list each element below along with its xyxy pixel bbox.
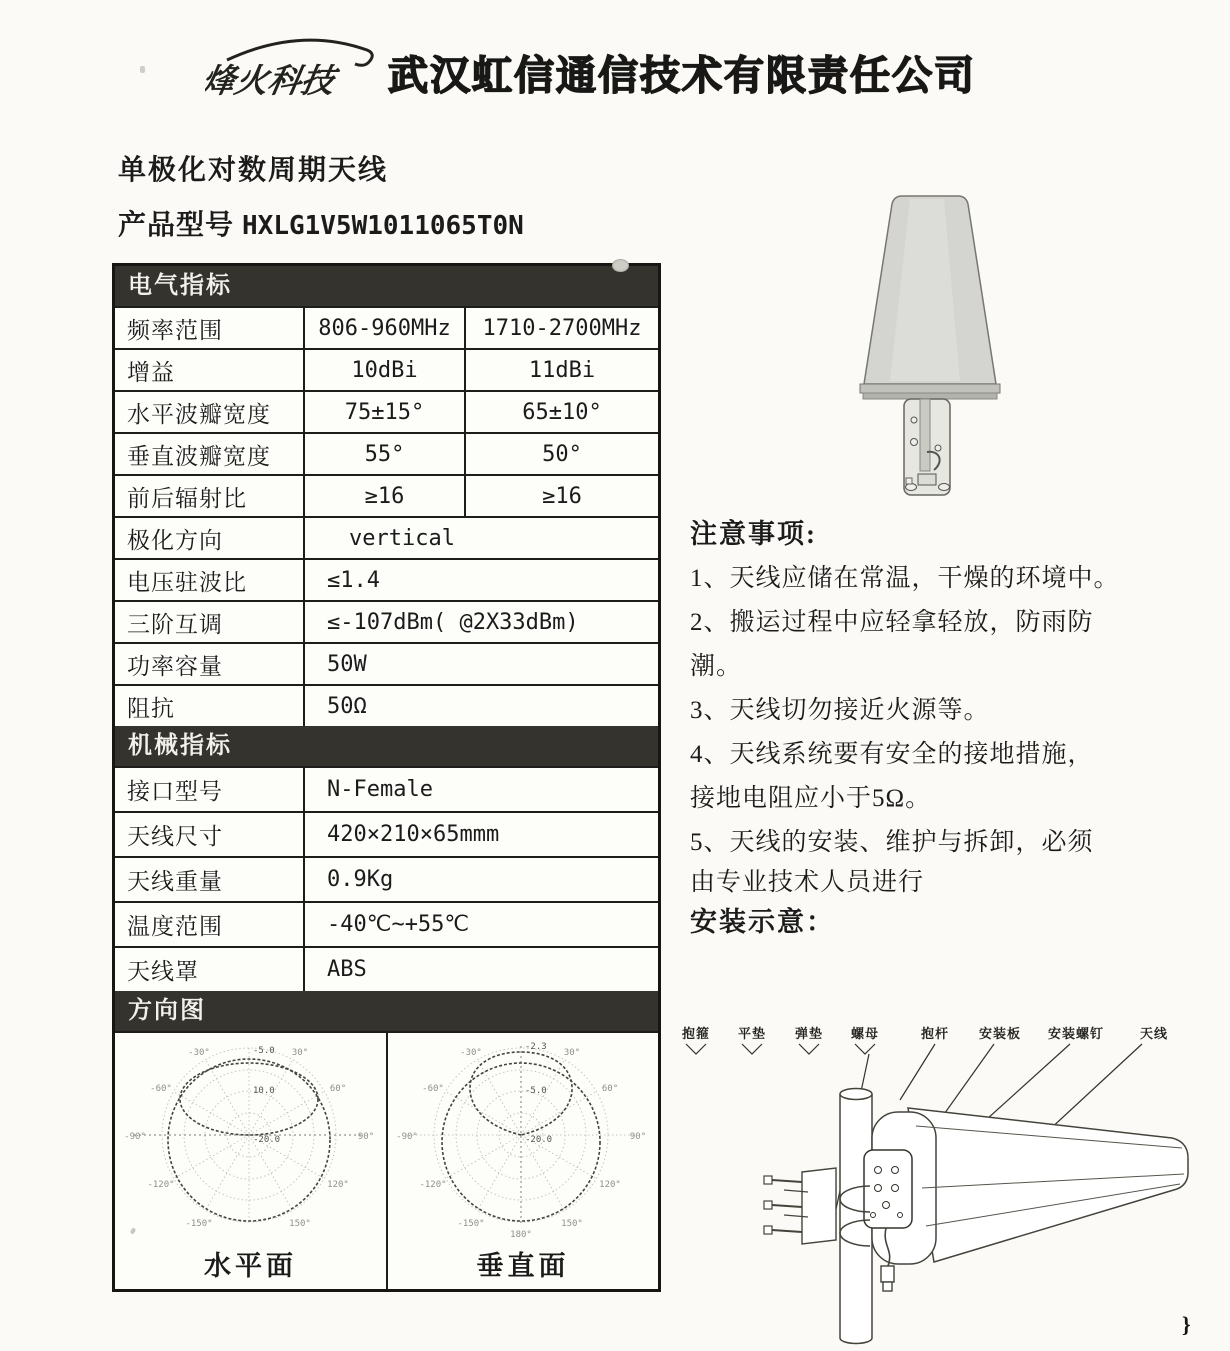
note-line: 3、天线切勿接近火源等。 xyxy=(690,697,990,724)
table-row xyxy=(115,684,658,726)
mount-plate xyxy=(864,1150,912,1228)
connector-block xyxy=(918,474,936,485)
scale-label: -2.3 xyxy=(525,1042,547,1052)
table-row xyxy=(115,474,658,516)
spec-value: 75±15° xyxy=(303,392,464,432)
spec-label: 天线尺寸 xyxy=(127,824,223,849)
part-label: 平垫 xyxy=(737,1026,767,1041)
angle-tick: -120° xyxy=(419,1180,447,1190)
part-label: 抱杆 xyxy=(920,1026,950,1041)
spec-value: ≤-107dBm( @2X33dBm) xyxy=(303,602,658,642)
spec-value: 50Ω xyxy=(303,686,658,726)
angle-tick: 60° xyxy=(329,1084,346,1094)
spec-label: 垂直波瓣宽度 xyxy=(127,443,271,469)
table-row xyxy=(115,600,658,642)
spec-value: 55° xyxy=(303,434,464,474)
note-line: 2、搬运过程中应轻拿轻放，防雨防 xyxy=(690,609,1094,636)
install-heading: 安装示意： xyxy=(690,907,835,937)
spec-label: 电压驻波比 xyxy=(127,569,247,595)
spec-value: 0.9Kg xyxy=(303,858,658,901)
product-model-line xyxy=(118,203,524,243)
scale-label: -20.0 xyxy=(252,1135,280,1145)
spec-value: 50° xyxy=(464,434,658,474)
scale-label: -5.0 xyxy=(252,1046,275,1056)
spec-label: 水平波瓣宽度 xyxy=(127,401,271,427)
spec-value: 1710-2700MHz xyxy=(464,308,658,348)
angle-tick: 90° xyxy=(357,1132,374,1142)
bracket-screw xyxy=(911,439,918,446)
section-header-pattern: 方向图 xyxy=(115,991,658,1031)
angle-tick: 180° xyxy=(510,1230,532,1240)
pattern-section xyxy=(115,1031,658,1289)
spec-label: 温度范围 xyxy=(127,914,223,939)
spec-label: 频率范围 xyxy=(127,317,223,343)
mechanical-section xyxy=(115,766,658,991)
company-logo xyxy=(205,30,390,120)
angle-tick: 120° xyxy=(599,1180,621,1190)
bracket-hole xyxy=(906,478,912,484)
angle-tick: -60° xyxy=(149,1084,172,1094)
table-row xyxy=(115,390,658,432)
scan-artifact-speck xyxy=(140,66,145,73)
spec-label: 功率容量 xyxy=(127,653,223,679)
angle-tick: 120° xyxy=(326,1180,349,1190)
note-line: 潮。 xyxy=(690,653,743,680)
table-row xyxy=(115,432,658,474)
spec-value: ABS xyxy=(303,948,658,991)
spec-value: ≥16 xyxy=(464,476,658,516)
table-row xyxy=(115,946,658,991)
section-header-mechanical: 机械指标 xyxy=(115,726,658,766)
table-row xyxy=(115,516,658,558)
radome-rim xyxy=(860,384,1000,393)
table-row xyxy=(115,348,658,390)
table-row xyxy=(115,558,658,600)
spec-label: 三阶互调 xyxy=(127,611,223,637)
electrical-section xyxy=(115,306,658,726)
logo-swoosh xyxy=(227,40,372,65)
spec-value: -40℃~+55℃ xyxy=(303,903,658,946)
table-row xyxy=(115,766,658,811)
scale-label: 10.0 xyxy=(252,1086,275,1096)
spec-label: 天线重量 xyxy=(127,869,223,894)
spec-value: N-Female xyxy=(303,768,658,811)
note-line: 5、天线的安装、维护与拆卸，必须 xyxy=(690,829,1094,856)
company-name: 武汉虹信通信技术有限责任公司 xyxy=(388,54,976,98)
note-line: 由专业技术人员进行 xyxy=(690,869,925,896)
page-title: 单极化对数周期天线 xyxy=(118,155,389,186)
spec-table xyxy=(112,263,661,1292)
spec-label: 前后辐射比 xyxy=(127,485,247,511)
radome-rim-2 xyxy=(863,393,997,399)
note-line: 4、天线系统要有安全的接地措施， xyxy=(690,741,1094,768)
logo-text: 烽火科技 xyxy=(205,63,338,100)
table-row xyxy=(115,811,658,856)
scale-label: -5.0 xyxy=(525,1086,547,1096)
spec-value: 806-960MHz xyxy=(303,308,464,348)
note-line: 1、天线应储在常温，干燥的环境中。 xyxy=(690,565,1120,592)
spec-label: 极化方向 xyxy=(127,527,223,553)
bracket-screw xyxy=(911,417,917,423)
spec-value: 50W xyxy=(303,644,658,684)
angle-tick: 90° xyxy=(629,1132,647,1142)
antenna-product-image xyxy=(848,190,1013,510)
angle-tick: -30° xyxy=(460,1048,482,1058)
bracket-screw xyxy=(935,445,941,451)
spec-value: ≥16 xyxy=(303,476,464,516)
table-row xyxy=(115,642,658,684)
angle-tick: -120° xyxy=(146,1180,175,1190)
bracket-slot xyxy=(939,484,950,491)
part-label: 安装板 xyxy=(978,1026,1022,1041)
part-label: 弹垫 xyxy=(794,1026,824,1041)
angle-tick: 30° xyxy=(291,1048,308,1058)
angle-tick: -150° xyxy=(184,1219,213,1229)
spec-label: 接口型号 xyxy=(127,779,223,804)
vertical-pattern-cell xyxy=(388,1033,658,1289)
notes-heading: 注意事项: xyxy=(690,519,817,549)
spec-value: 65±10° xyxy=(464,392,658,432)
table-row xyxy=(115,901,658,946)
angle-tick: 30° xyxy=(563,1048,581,1058)
part-label: 天线 xyxy=(1139,1026,1169,1041)
table-row xyxy=(115,306,658,348)
vertical-pattern-plot xyxy=(392,1035,654,1249)
angle-tick: -90° xyxy=(396,1132,418,1142)
spec-label: 阻抗 xyxy=(127,695,175,721)
vertical-pattern-caption: 垂直面 xyxy=(476,1251,570,1281)
angle-tick: 150° xyxy=(561,1219,583,1229)
angle-tick: 60° xyxy=(601,1084,619,1094)
spec-value: 10dBi xyxy=(303,350,464,390)
spec-value: vertical xyxy=(303,518,658,558)
table-row xyxy=(115,856,658,901)
spec-value: 11dBi xyxy=(464,350,658,390)
bracket-slot xyxy=(906,484,917,491)
scan-artifact-mark: } xyxy=(1182,1312,1191,1337)
antenna-side-view xyxy=(872,1108,1188,1264)
model-value: HXLG1V5W1011065T0N xyxy=(242,211,524,241)
spec-label: 增益 xyxy=(127,359,175,385)
spec-label: 天线罩 xyxy=(127,959,199,984)
horizontal-pattern-cell xyxy=(115,1033,388,1289)
horizontal-pattern-plot xyxy=(120,1035,382,1249)
section-header-electrical: 电气指标 xyxy=(115,266,658,306)
angle-tick: -150° xyxy=(457,1219,485,1229)
installation-diagram xyxy=(672,1022,1220,1351)
part-label: 抱箍 xyxy=(681,1026,711,1041)
mount-rod xyxy=(920,399,930,471)
horizontal-pattern-caption: 水平面 xyxy=(204,1251,297,1281)
spec-value: 420×210×65mmm xyxy=(303,813,658,856)
angle-tick: 150° xyxy=(288,1219,311,1229)
angle-tick: -30° xyxy=(187,1048,210,1058)
angle-tick: -60° xyxy=(422,1084,444,1094)
model-label: 产品型号 xyxy=(118,210,235,241)
part-label: 安装螺钉 xyxy=(1047,1026,1105,1041)
scan-artifact-hole xyxy=(612,259,629,272)
scale-label: -20.0 xyxy=(525,1135,553,1145)
spec-value: ≤1.4 xyxy=(303,560,658,600)
part-label: 螺母 xyxy=(850,1026,880,1041)
angle-tick: -90° xyxy=(123,1132,146,1142)
note-line: 接地电阻应小于5Ω。 xyxy=(690,785,932,812)
